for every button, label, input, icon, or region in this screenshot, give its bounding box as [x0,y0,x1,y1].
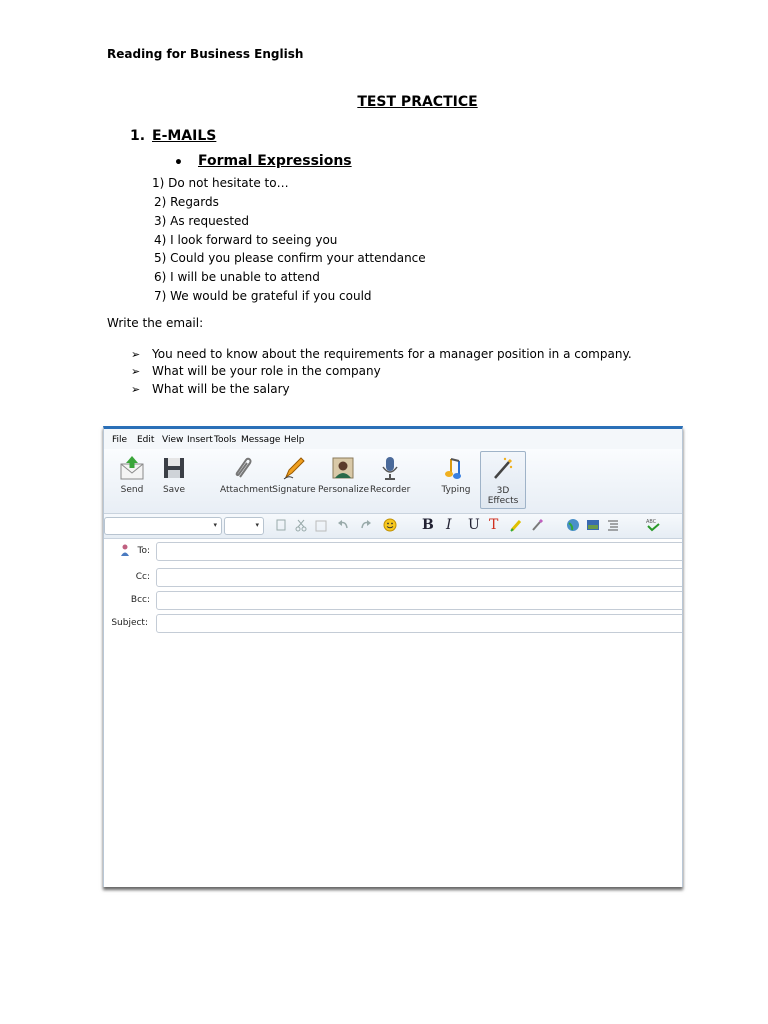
copy-icon[interactable] [274,518,288,532]
arrow-bullet-icon: ➢ [131,365,141,378]
image-icon[interactable] [586,518,600,532]
expression-item: 1) Do not hesitate to… [152,176,289,190]
redo-icon[interactable] [359,518,373,532]
email-compose-window [103,426,683,887]
typing-button[interactable] [438,451,474,507]
subject-label: Subject: [111,618,148,628]
send-label: Send [120,485,144,495]
brush-icon[interactable] [530,518,544,532]
subsection-title: Formal Expressions [198,153,352,169]
send-icon [119,455,145,481]
spell-check-label: ABC [646,519,657,525]
menu-help[interactable]: Help [284,435,305,445]
cc-field[interactable] [156,568,683,587]
to-field[interactable] [156,542,683,561]
subject-field[interactable] [156,614,683,633]
music-note-icon [443,455,469,481]
menu-message[interactable]: Message [241,435,281,445]
paste-icon[interactable] [314,518,328,532]
to-label: To: [137,546,150,556]
bullet-dot: • [174,155,183,171]
smiley-icon[interactable] [383,518,397,532]
signature-button[interactable] [272,451,316,507]
personalize-label: Personalize [318,485,370,495]
menu-insert[interactable]: Insert [187,435,213,445]
menu-tools[interactable]: Tools [214,435,237,445]
page-title: TEST PRACTICE [357,94,478,110]
message-body[interactable] [104,641,682,887]
magic-wand-icon [490,456,516,482]
attachment-button[interactable] [220,451,273,507]
arrow-bullet-icon: ➢ [131,348,141,361]
expression-item: 4) I look forward to seeing you [154,233,338,247]
cc-label: Cc: [135,572,150,582]
expression-item: 2) Regards [154,195,219,209]
underline-button[interactable]: U [468,517,480,533]
pen-icon [281,455,307,481]
expression-item: 3) As requested [154,214,250,228]
task-item: What will be your role in the company [152,364,381,378]
format-toolbar [104,514,682,539]
recorder-label: Recorder [370,485,411,495]
recorder-button[interactable] [370,451,410,507]
chevron-down-icon: ▾ [255,521,259,529]
italic-button[interactable]: I [446,517,452,533]
globe-icon[interactable] [566,518,580,532]
microphone-icon [377,455,403,481]
menu-bar [104,429,682,449]
cut-icon[interactable] [294,518,308,532]
portrait-icon [330,455,356,481]
chevron-down-icon: ▾ [213,521,217,529]
3d-effects-label: 3D Effects [487,486,519,506]
document-header: Reading for Business English [107,47,304,61]
undo-icon[interactable] [336,518,350,532]
expression-item: 7) We would be grateful if you could [154,289,372,303]
menu-edit[interactable]: Edit [137,435,155,445]
menu-file[interactable]: File [112,435,128,445]
bcc-label: Bcc: [130,595,150,605]
bold-button[interactable]: B [422,517,434,533]
font-size-select[interactable] [224,517,264,535]
spell-check-icon[interactable] [644,518,662,532]
save-button[interactable] [156,451,192,507]
font-family-select[interactable] [104,517,222,535]
list-icon[interactable] [606,518,620,532]
arrow-bullet-icon: ➢ [131,383,141,396]
expression-item: 6) I will be unable to attend [154,270,320,284]
task-item: You need to know about the requirements for a manager position in a company. [152,347,632,361]
highlighter-icon[interactable] [509,518,523,532]
signature-label: Signature [272,485,316,495]
menu-view[interactable]: View [162,435,184,445]
section-number: 1. [130,128,146,144]
paperclip-icon [231,455,257,481]
send-button[interactable] [114,451,150,507]
save-icon [161,455,187,481]
write-email-label: Write the email: [107,316,204,330]
section-title: E-MAILS [152,128,217,144]
3d-effects-button[interactable] [480,451,526,509]
bcc-field[interactable] [156,591,683,610]
personalize-button[interactable] [318,451,368,507]
task-item: What will be the salary [152,382,290,396]
save-label: Save [162,485,186,495]
typing-label: Typing [441,485,471,495]
text-color-button[interactable]: T [489,517,499,533]
attachment-label: Attachment [220,485,273,495]
expression-item: 5) Could you please confirm your attendance [154,251,426,265]
main-toolbar [104,449,682,514]
